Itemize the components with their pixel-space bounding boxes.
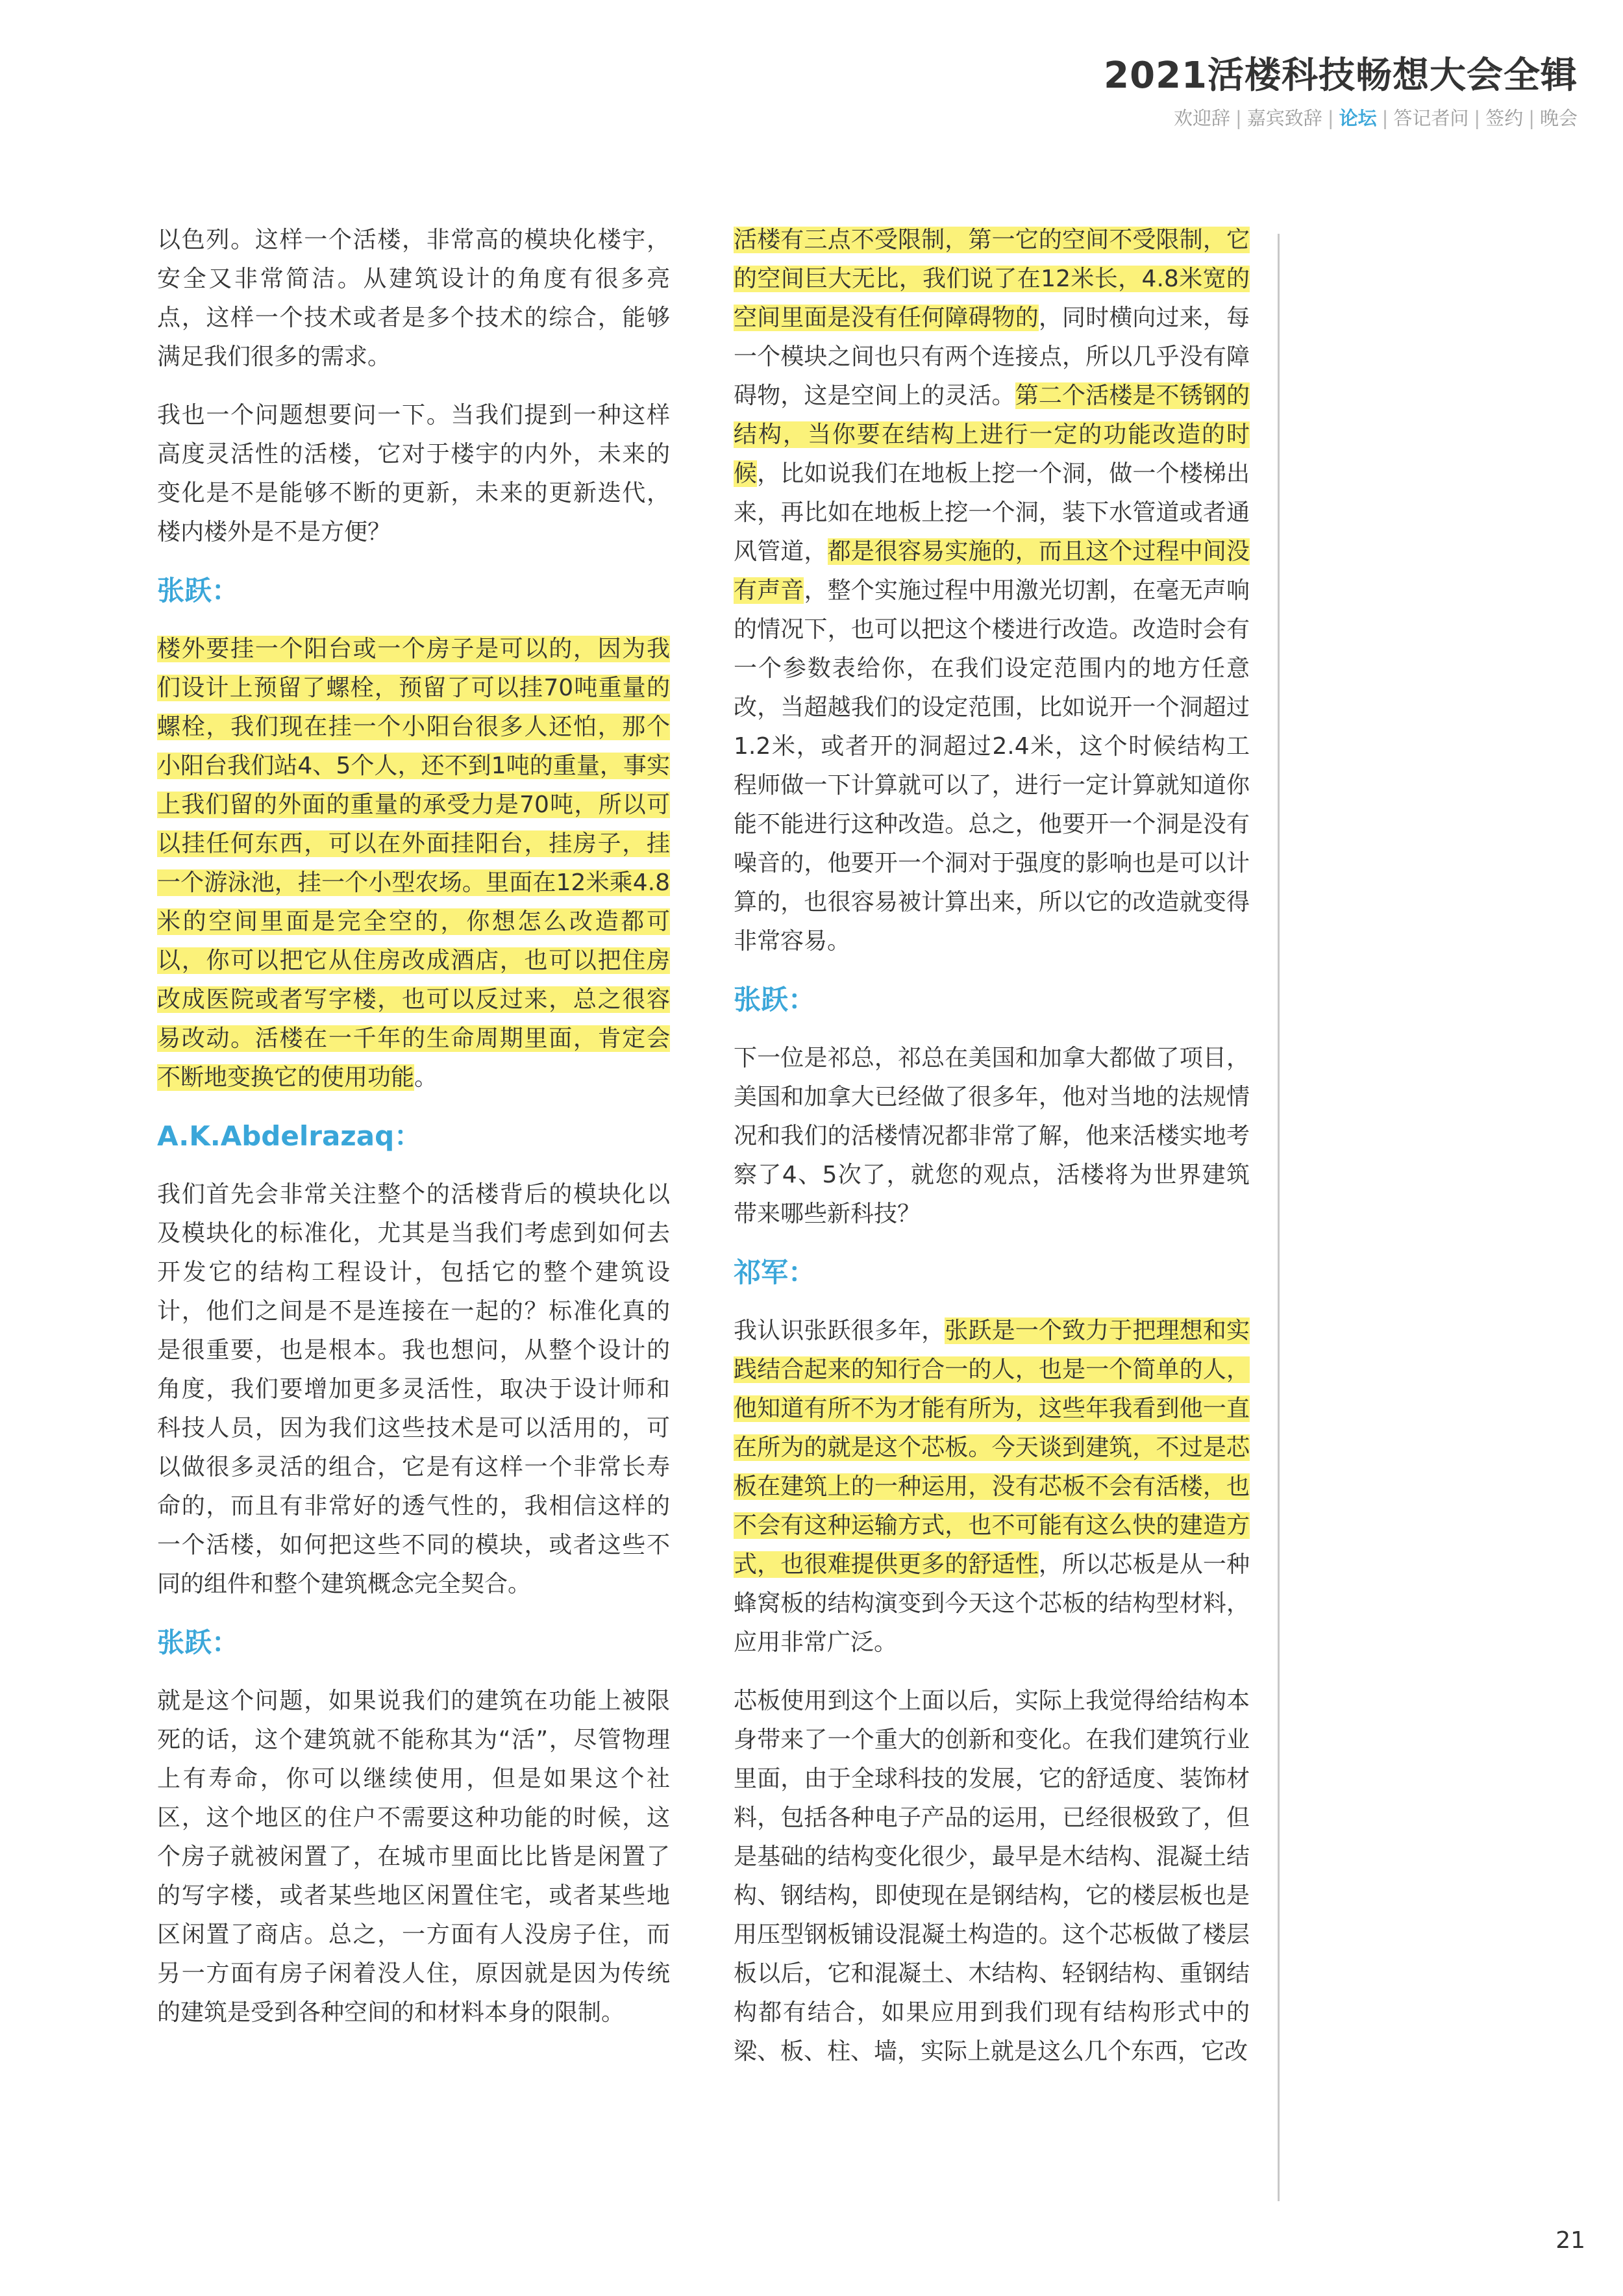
paragraph-text: ，所以芯板是从一种蜂窝板的结构演变到今天这个芯板的结构型材料，应用非常广泛。 — [734, 1551, 1250, 1656]
section-nav — [1174, 104, 1578, 131]
nav-separator: | — [1474, 107, 1481, 129]
highlighted-text: 活楼有三点不受限制，第一它的空间不受限制，它的空间巨大无比，我们说了在12米长，4.8米宽的空间里面是没有任何障碍物的 — [734, 227, 1250, 331]
speaker-label: 张跃： — [157, 1627, 240, 1658]
nav-item-welcome[interactable]: 欢迎辞 — [1174, 107, 1231, 129]
paragraph-text: 。 — [414, 1064, 438, 1091]
document-title: 2021活楼科技畅想大会全辑 — [1104, 55, 1578, 97]
paragraph — [157, 630, 670, 1097]
nav-item-press-qa[interactable]: 答记者问 — [1393, 107, 1469, 129]
paragraph-text: ，整个实施过程中用激光切割，在毫无声响的情况下，也可以把这个楼进行改造。改造时会有一个参数表给你，在我们设定范围内的地方任意改，当超越我们的设定范围，比如说开一个洞超过1.2米，或者开的洞超过2.4米，这个时候结构工程师做一下计算就可以了，进行一定计算就知道你能不能进行这种改造。总之，他要开一个洞是没有噪音的，他要开一个洞对于强度的影响也是可以计算的，也很容易被计算出来，所以它的改造就变得非常容易。 — [734, 577, 1250, 955]
column-divider — [1278, 234, 1280, 2201]
paragraph — [734, 1312, 1250, 1662]
paragraph: 我也一个问题想要问一下。当我们提到一种这样高度灵活性的活楼，它对于楼宇的内外，未来的变化是不是能够不断的更新，未来的更新迭代，楼内楼外是不是方便？ — [157, 402, 670, 545]
paragraph-text: ，同时横向过来，每一个模块之间也只有两个连接点，所以几乎没有障碍物，这是空间上的灵活。 — [734, 305, 1250, 409]
paragraph: 就是这个问题，如果说我们的建筑在功能上被限死的话，这个建筑就不能称其为“活”，尽管物理上有寿命，你可以继续使用，但是如果这个社区，这个地区的住户不需要这种功能的时候，这个房子就被闲置了，在城市里面比比皆是闲置了的写字楼，或者某些地区闲置住宅，或者某些地区闲置了商店。总之，一方面有人没房子住，而另一方面有房子闲着没人住，原因就是因为传统的建筑是受到各种空间的和材料本身的限制。 — [157, 1688, 670, 2026]
page-number: 21 — [1555, 2227, 1585, 2254]
highlighted-text: 第二个活楼是不锈钢的结构，当你要在结构上进行一定的功能改造的时候 — [734, 382, 1250, 487]
paragraph: 芯板使用到这个上面以后，实际上我觉得给结构本身带来了一个重大的创新和变化。在我们建筑行业里面，由于全球科技的发展，它的舒适度、装饰材料，包括各种电子产品的运用，已经很极致了，但是基础的结构变化很少，最早是木结构、混凝土结构、钢结构，即使现在是钢结构，它的楼层板也是用压型钢板铺设混凝土构造的。这个芯板做了楼层板以后，它和混凝土、木结构、轻钢结构、重钢结构都有结合，如果应用到我们现有结构形式中的梁、板、柱、墙，实际上就是这么几个东西，它改 — [734, 1688, 1250, 2065]
nav-separator: | — [1528, 107, 1535, 129]
speaker-label: A.K.Abdelrazaq： — [157, 1120, 422, 1152]
paragraph — [734, 221, 1250, 961]
paragraph: 以色列。这样一个活楼，非常高的模块化楼宇，安全又非常简洁。从建筑设计的角度有很多亮点，这样一个技术或者是多个技术的综合，能够满足我们很多的需求。 — [157, 227, 670, 370]
paragraph-text: 我认识张跃很多年， — [734, 1317, 945, 1344]
paragraph: 下一位是祁总，祁总在美国和加拿大都做了项目，美国和加拿大已经做了很多年，他对当地的法规情况和我们的活楼情况都非常了解，他来活楼实地考察了4、5次了，就您的观点，活楼将为世界建筑带来哪些新科技？ — [734, 1045, 1250, 1227]
speaker-label: 张跃： — [157, 575, 240, 606]
nav-separator: | — [1235, 107, 1242, 129]
nav-separator: | — [1327, 107, 1334, 129]
nav-item-signing[interactable]: 签约 — [1485, 107, 1524, 129]
speaker-label: 张跃： — [734, 984, 816, 1016]
speaker-label: 祁军： — [734, 1256, 816, 1288]
highlighted-text: 张跃是一个致力于把理想和实践结合起来的知行合一的人，也是一个简单的人，他知道有所不为才能有所为，这些年我看到他一直在所为的就是这个芯板。今天谈到建筑，不过是芯板在建筑上的一种运用，没有芯板不会有活楼，也不会有这种运输方式，也不可能有这么快的建造方式，也很难提供更多的舒适性 — [734, 1317, 1250, 1578]
nav-item-forum[interactable]: 论坛 — [1339, 107, 1377, 129]
highlighted-text: 楼外要挂一个阳台或一个房子是可以的，因为我们设计上预留了螺栓，预留了可以挂70吨重量的螺栓，我们现在挂一个小阳台很多人还怕，那个小阳台我们站4、5个人，还不到1吨的重量，事实上我们留的外面的重量的承受力是70吨，所以可以挂任何东西，可以在外面挂阳台，挂房子，挂一个游泳池，挂一个小型农场。里面在12米乘4.8米的空间里面是完全空的，你想怎么改造都可以，你可以把它从住房改成酒店，也可以把住房改成医院或者写字楼，也可以反过来，总之很容易改动。活楼在一千年的生命周期里面，肯定会不断地变换它的使用功能 — [157, 636, 670, 1091]
paragraph: 我们首先会非常关注整个的活楼背后的模块化以及模块化的标准化，尤其是当我们考虑到如何去开发它的结构工程设计，包括它的整个建筑设计，他们之间是不是连接在一起的？标准化真的是很重要，也是根本。我也想问，从整个设计的角度，我们要增加更多灵活性，取决于设计师和科技人员，因为我们这些技术是可以活用的，可以做很多灵活的组合，它是有这样一个非常长寿命的，而且有非常好的透气性的，我相信这样的一个活楼，如何把这些不同的模块，或者这些不同的组件和整个建筑概念完全契合。 — [157, 1181, 670, 1597]
left-column — [157, 221, 670, 2052]
nav-item-guest-speech[interactable]: 嘉宾致辞 — [1246, 107, 1322, 129]
right-column — [734, 221, 1250, 2091]
nav-separator: | — [1381, 107, 1389, 129]
paragraph-text: ，比如说我们在地板上挖一个洞，做一个楼梯出来，再比如在地板上挖一个洞，装下水管道或者通风管道， — [734, 460, 1250, 565]
highlighted-text: 都是很容易实施的，而且这个过程中间没有声音 — [734, 538, 1250, 604]
nav-item-gala[interactable]: 晚会 — [1539, 107, 1578, 129]
